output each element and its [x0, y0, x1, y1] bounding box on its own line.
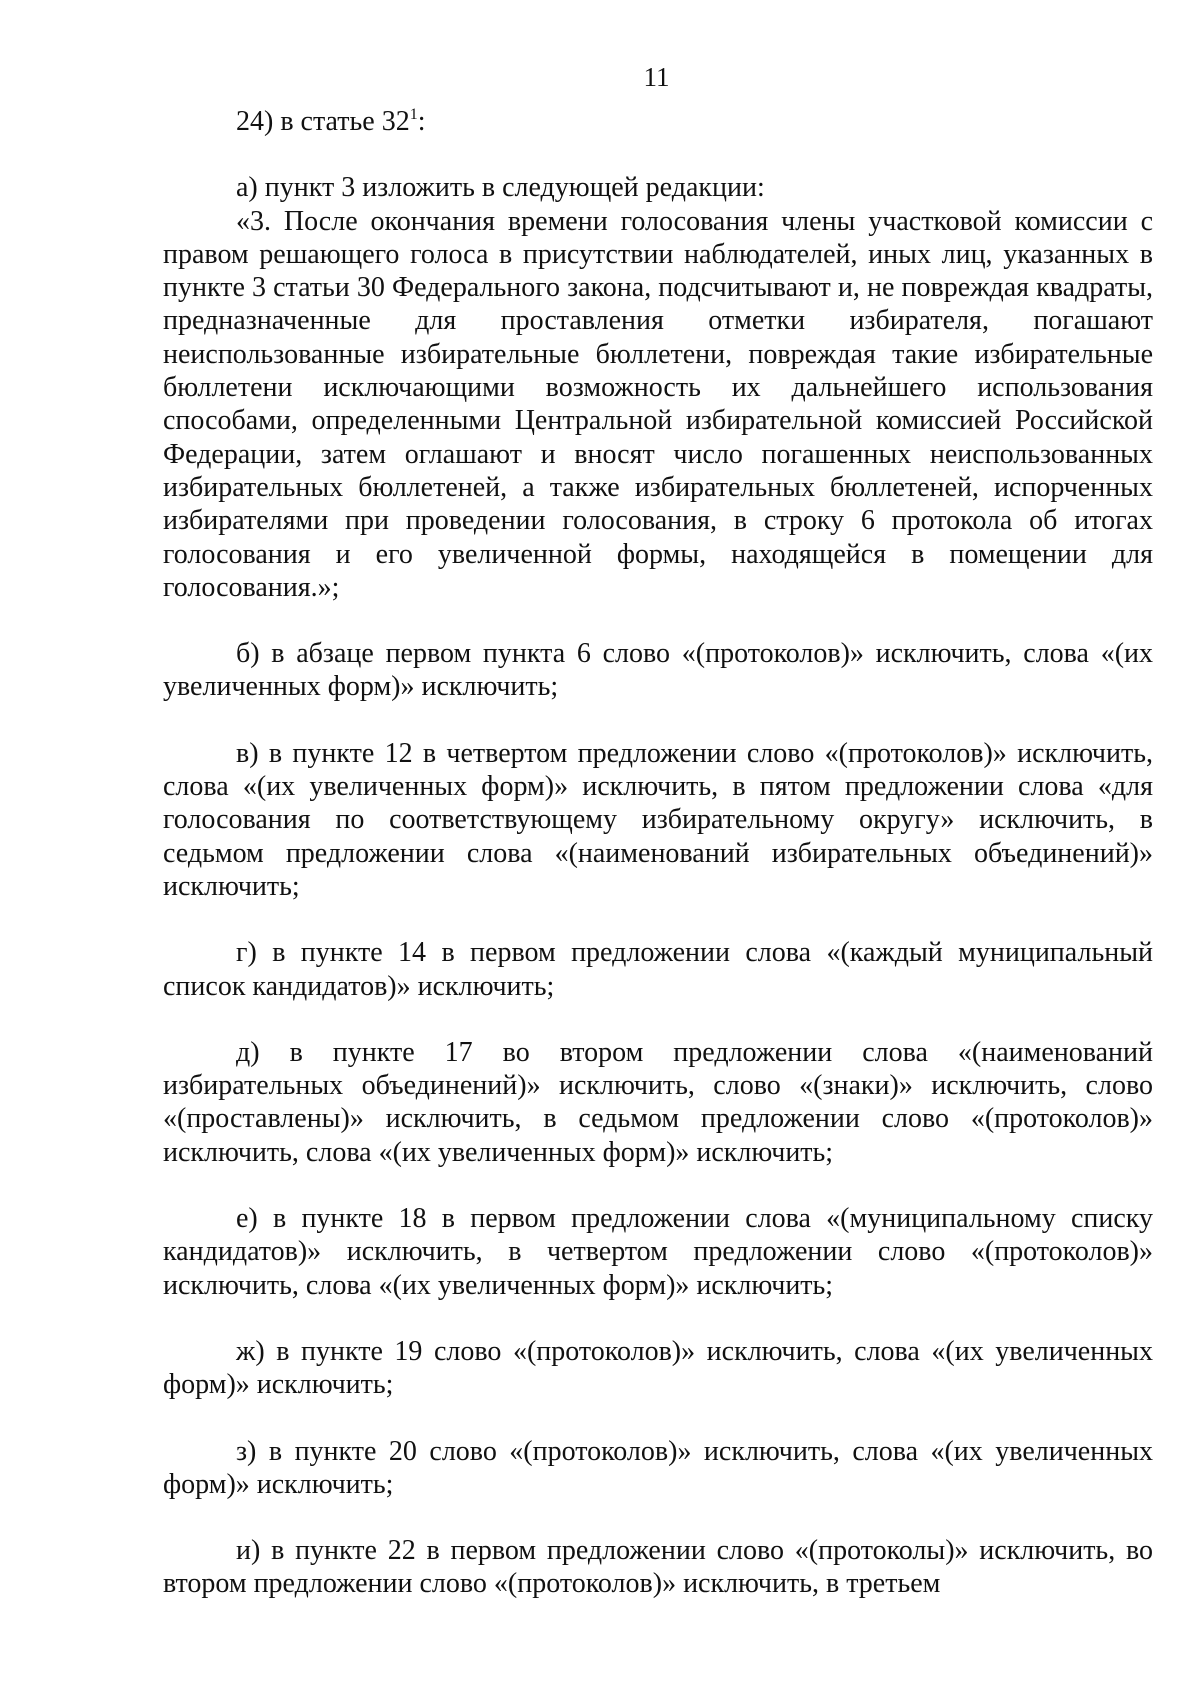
article-heading-text: 24) в статье 32: [236, 106, 410, 137]
paragraph-d: д) в пункте 17 во втором предложении слова «(наименований избирательных объединений)» исключить, слово «(знаки)» исключить, слово «(проставлены)» исключить, в седьмом предложении слово «(протоколов)» исключить, слова «(их увеличенных форм)» исключить;: [163, 1036, 1153, 1168]
paragraph-z: з) в пункте 20 слово «(протоколов)» исключить, слова «(их увеличенных форм)» исключить;: [163, 1435, 1153, 1500]
page-number: 11: [643, 62, 670, 92]
paragraph-zh: ж) в пункте 19 слово «(протоколов)» исключить, слова «(их увеличенных форм)» исключить;: [163, 1335, 1153, 1401]
paragraph-v: в) в пункте 12 в четвертом предложении слово «(протоколов)» исключить, слова «(их увеличенных форм)» исключить, в пятом предложении слова «для голосования по соответствующему избирательному округу» исключить, в седьмом предложении слова «(наименований избирательных объединений)» исключить;: [163, 737, 1153, 902]
paragraph-b: б) в абзаце первом пункта 6 слово «(протоколов)» исключить, слова «(их увеличенных форм)» исключить;: [163, 638, 1153, 703]
paragraph-a: а) пункт 3 изложить в следующей редакции:: [236, 172, 765, 204]
paragraph-g: г) в пункте 14 в первом предложении слова «(каждый муниципальный список кандидатов)» исключить;: [163, 937, 1153, 1002]
paragraph-i: и) в пункте 22 в первом предложении слово «(протоколы)» исключить, во втором предложении слово «(протоколов)» исключить, в третьем: [163, 1535, 1153, 1600]
paragraph-a-quote: «3. После окончания времени голосования члены участковой комиссии с правом решающего голоса в присутствии наблюдателей, иных лиц, указанных в пункте 3 статьи 30 Федерального закона, подсчитывают и, не повреждая квадраты, предназначенные для проставления отметки избирателя, погашают неиспользованные избирательные бюллетени, повреждая такие избирательные бюллетени исключающими возможность их дальнейшего использования способами, определенными Центральной избирательной комиссией Российской Федерации, затем оглашают и вносят число погашенных неиспользованных избирательных бюллетеней, а также избирательных бюллетеней, испорченных избирателями при проведении голосования, в строку 6 протокола об итогах голосования и его увеличенной формы, находящейся в помещении для голосования.»;: [163, 205, 1153, 603]
article-heading: [163, 105, 1153, 138]
article-heading-superscript: 1: [409, 106, 418, 123]
document-body: [163, 105, 1153, 1601]
paragraph-e: е) в пункте 18 в первом предложении слова «(муниципальному списку кандидатов)» исключить, в четвертом предложении слово «(протоколов)» исключить, слова «(их увеличенных форм)» исключить;: [163, 1203, 1153, 1301]
article-heading-suffix: :: [417, 106, 426, 137]
